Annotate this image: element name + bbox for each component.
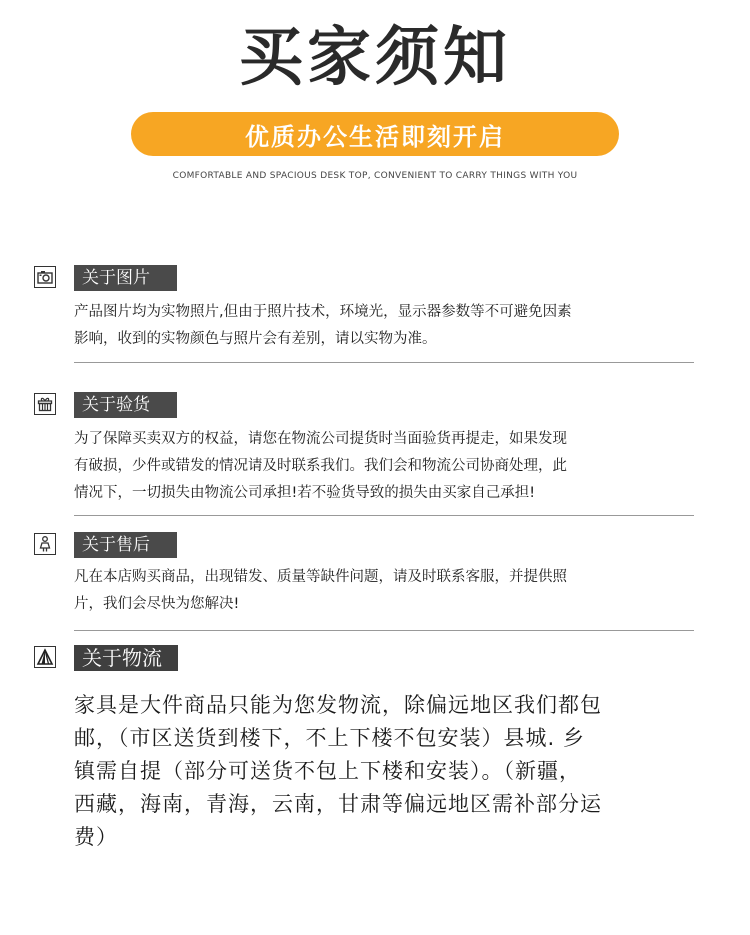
body-line: 为了保障买卖双方的权益，请您在物流公司提货时当面验货再提走，如果发现 <box>74 431 567 447</box>
body-line: 情况下，一切损失由物流公司承担!若不验货导致的损失由买家自己承担! <box>74 485 536 501</box>
body-line: 片，我们会尽快为您解决! <box>74 596 240 612</box>
body-line: 费） <box>74 825 118 849</box>
section-body <box>74 299 674 353</box>
section-divider <box>74 362 694 363</box>
section-divider <box>74 630 694 631</box>
page-title: 买家须知 <box>239 21 511 95</box>
section-body <box>74 426 674 507</box>
section-title: 关于验货 <box>74 392 177 418</box>
body-line: 镇需自提（部分可送货不包上下楼和安装）。（新疆， <box>74 759 581 783</box>
body-line: 西藏，海南，青海，云南，甘肃等偏远地区需补部分运 <box>74 792 602 816</box>
body-line: 产品图片均为实物照片,但由于照片技术，环境光，显示器参数等不可避免因素 <box>74 304 572 320</box>
section-title: 关于售后 <box>74 532 177 558</box>
body-line: 影响，收到的实物颜色与照片会有差别，请以实物为准。 <box>74 331 437 347</box>
body-line: 邮，（市区送货到楼下，不上下楼不包安装）县城. 乡 <box>74 726 585 750</box>
section-pictures <box>34 265 694 347</box>
section-logistics <box>34 645 694 849</box>
body-line: 有破损，少件或错发的情况请及时联系我们。我们会和物流公司协商处理，此 <box>74 458 567 474</box>
gift-box-icon <box>34 393 56 415</box>
section-title: 关于图片 <box>74 265 177 291</box>
person-icon <box>34 533 56 555</box>
tent-icon <box>34 646 56 668</box>
section-body <box>74 689 684 854</box>
section-inspection <box>34 392 694 501</box>
body-line: 凡在本店购买商品，出现错发、质量等缺件问题，请及时联系客服，并提供照 <box>74 569 567 585</box>
body-line: 家具是大件商品只能为您发物流，除偏远地区我们都包 <box>74 693 602 717</box>
section-after-sales <box>34 532 694 612</box>
banner-subtitle: COMFORTABLE AND SPACIOUS DESK TOP, CONVENIENT TO CARRY THINGS WITH YOU <box>172 171 578 181</box>
slogan-banner: 优质办公生活即刻开启 <box>131 112 619 156</box>
section-title: 关于物流 <box>74 645 178 671</box>
camera-icon <box>34 266 56 288</box>
section-divider <box>74 515 694 516</box>
section-body <box>74 564 674 618</box>
